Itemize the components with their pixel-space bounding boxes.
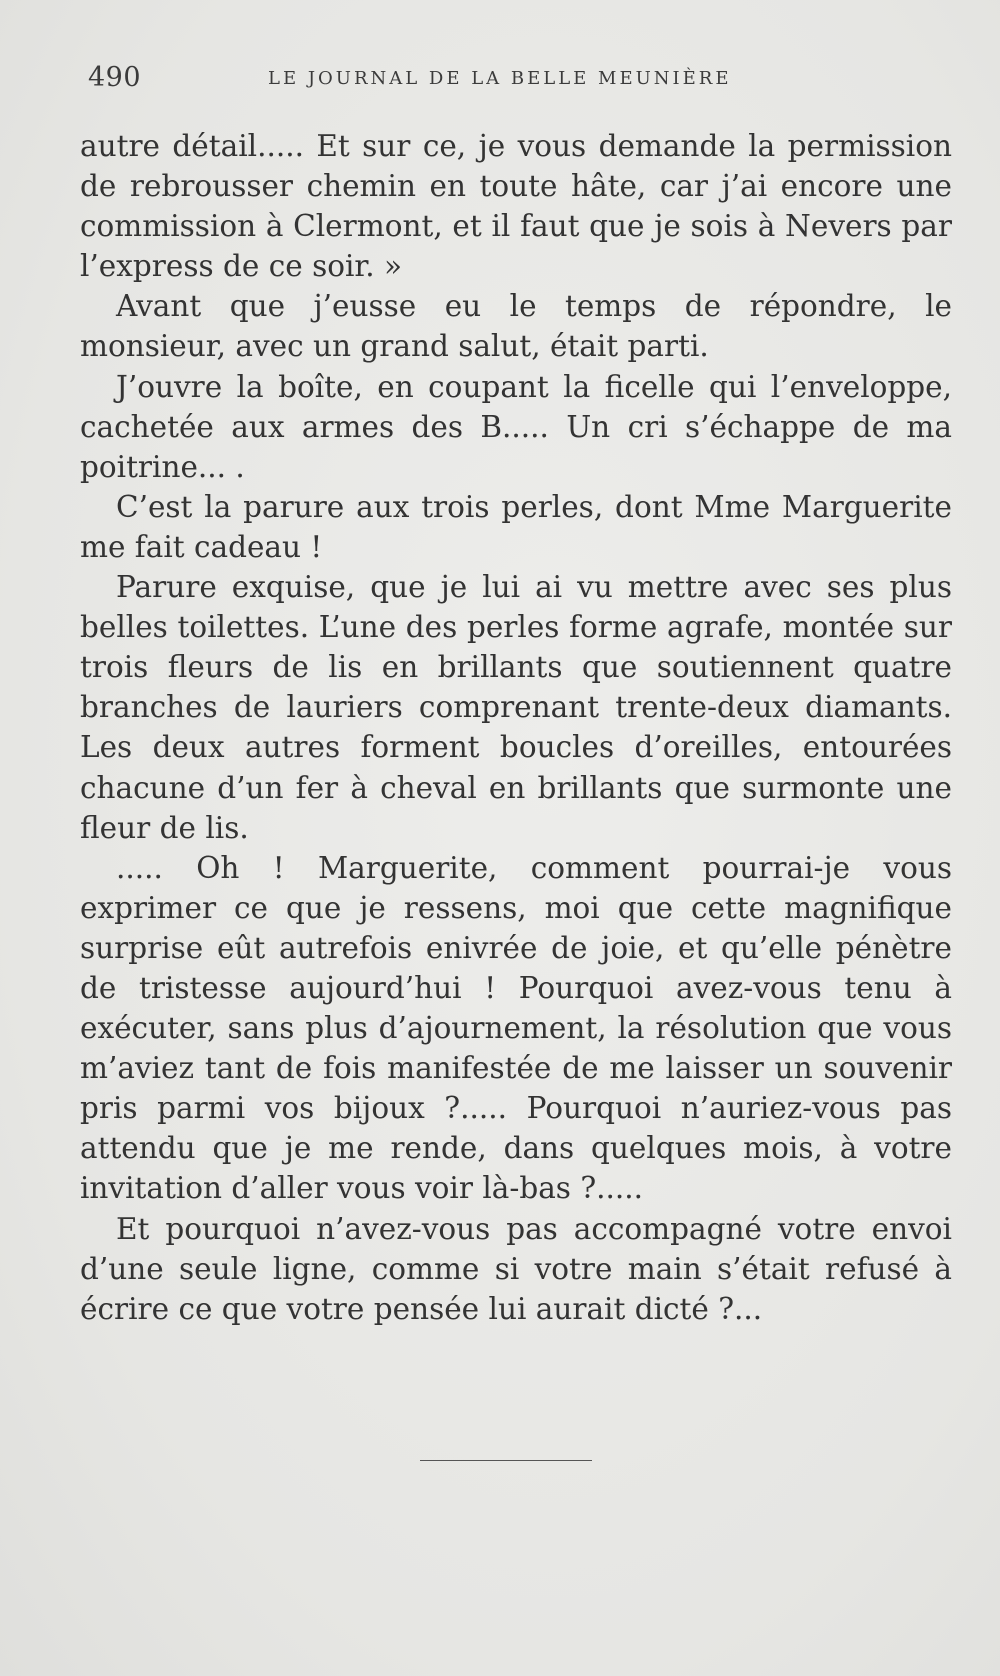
paragraph: Et pourquoi n’avez-vous pas accompagné votre envoi d’une seule ligne, comme si votre main s’était refusé à écrire ce que votre pensée lui aurait dicté ?... — [80, 1211, 952, 1326]
page-number: 490 — [88, 62, 142, 93]
end-rule — [420, 1460, 592, 1461]
running-title: LE JOURNAL DE LA BELLE MEUNIÈRE — [268, 68, 732, 89]
paragraph: Avant que j’eusse eu le temps de répondre, le monsieur, avec un grand salut, était parti. — [80, 289, 952, 364]
paragraph: Parure exquise, que je lui ai vu mettre avec ses plus belles toilettes. L’une des perles forme agrafe, montée sur trois fleurs de lis en brillants que soutiennent quatre branches de lauriers comprenant trente-deux diamants. Les deux autres forment boucles d’oreilles, entourées chacune d’un fer à cheval en brillants que surmonte une fleur de lis. — [80, 570, 952, 845]
body-text — [80, 126, 952, 1329]
paragraph: ..... Oh ! Marguerite, comment pourrai-je vous exprimer ce que je ressens, moi que cette magnifique surprise eût autrefois enivrée de joie, et qu’elle pénètre de tristesse aujourd’hui ! Pourquoi avez-vous tenu à exécuter, sans plus d’ajournement, la résolution que vous m’aviez tant de fois manifestée de me laisser un souvenir pris parmi vos bijoux ?..... Pourquoi n’auriez-vous pas attendu que je me rende, dans quelques mois, à votre invitation d’aller vous voir là-bas ?..... — [80, 850, 952, 1206]
page-header — [88, 62, 960, 102]
paragraph: C’est la parure aux trois perles, dont Mme Marguerite me fait cadeau ! — [80, 489, 952, 564]
paragraph: autre détail..... Et sur ce, je vous demande la permission de rebrousser chemin en toute hâte, car j’ai encore une commission à Clermont, et il faut que je sois à Nevers par l’express de ce soir. » — [80, 129, 952, 284]
paragraph: J’ouvre la boîte, en coupant la ficelle qui l’enveloppe, cachetée aux armes des B..... Un cri s’échappe de ma poitrine... . — [80, 369, 952, 484]
